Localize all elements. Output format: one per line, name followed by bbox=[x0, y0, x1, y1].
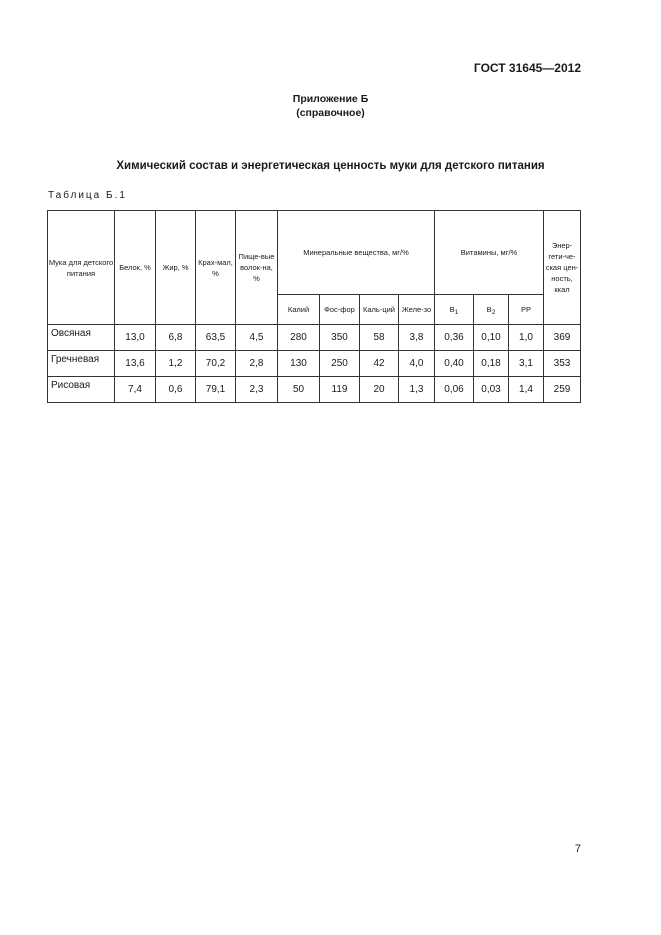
cell-phosphorus: 119 bbox=[320, 377, 360, 403]
header-fat: Жир, % bbox=[156, 211, 196, 325]
cell-pp: 1,4 bbox=[509, 377, 544, 403]
table-row bbox=[48, 325, 581, 351]
cell-pp: 3,1 bbox=[509, 351, 544, 377]
annex-subtitle: (справочное) bbox=[296, 107, 365, 119]
cell-iron: 4,0 bbox=[399, 351, 435, 377]
cell-b1: 0,40 bbox=[435, 351, 474, 377]
document-title: Химический состав и энергетическая ценность муки для детского питания bbox=[116, 160, 545, 172]
header-potassium: Калий bbox=[278, 295, 320, 325]
cell-fat: 1,2 bbox=[156, 351, 196, 377]
table-caption: Таблица Б.1 bbox=[48, 190, 127, 201]
cell-b2: 0,18 bbox=[474, 351, 509, 377]
cell-protein: 13,6 bbox=[115, 351, 156, 377]
cell-b1: 0,06 bbox=[435, 377, 474, 403]
cell-iron: 3,8 bbox=[399, 325, 435, 351]
table-row bbox=[48, 377, 581, 403]
header-phosphorus: Фос-фор bbox=[320, 295, 360, 325]
cell-protein: 7,4 bbox=[115, 377, 156, 403]
cell-fat: 0,6 bbox=[156, 377, 196, 403]
cell-fiber: 4,5 bbox=[236, 325, 278, 351]
cell-phosphorus: 350 bbox=[320, 325, 360, 351]
header-minerals: Минеральные вещества, мг/% bbox=[278, 211, 435, 295]
standard-number: ГОСТ 31645—2012 bbox=[473, 61, 581, 75]
cell-phosphorus: 250 bbox=[320, 351, 360, 377]
cell-pp: 1,0 bbox=[509, 325, 544, 351]
cell-b2: 0,10 bbox=[474, 325, 509, 351]
cell-starch: 63,5 bbox=[196, 325, 236, 351]
cell-iron: 1,3 bbox=[399, 377, 435, 403]
table-header-row bbox=[48, 211, 581, 295]
header-calcium: Каль-ций bbox=[360, 295, 399, 325]
header-b1 bbox=[435, 295, 474, 325]
header-fiber: Пище-вые волок-на, % bbox=[236, 211, 278, 325]
cell-calcium: 20 bbox=[360, 377, 399, 403]
header-vitamins: Витамины, мг/% bbox=[435, 211, 544, 295]
header-protein: Белок, % bbox=[115, 211, 156, 325]
header-b2-sub: 2 bbox=[491, 308, 496, 316]
cell-starch: 70,2 bbox=[196, 351, 236, 377]
table-row bbox=[48, 351, 581, 377]
header-iron: Желе-зо bbox=[399, 295, 435, 325]
cell-potassium: 280 bbox=[278, 325, 320, 351]
composition-table bbox=[47, 210, 581, 403]
cell-fiber: 2,8 bbox=[236, 351, 278, 377]
cell-fat: 6,8 bbox=[156, 325, 196, 351]
cell-fiber: 2,3 bbox=[236, 377, 278, 403]
cell-flour-name: Гречневая bbox=[48, 351, 115, 377]
header-starch: Крах-мал, % bbox=[196, 211, 236, 325]
header-b1-sub: 1 bbox=[454, 308, 459, 316]
header-energy: Энер-гети-че-ская цен-ность, ккал bbox=[544, 211, 581, 325]
cell-starch: 79,1 bbox=[196, 377, 236, 403]
annex-title: Приложение Б bbox=[292, 93, 369, 105]
cell-b1: 0,36 bbox=[435, 325, 474, 351]
annex-heading bbox=[0, 92, 661, 120]
cell-b2: 0,03 bbox=[474, 377, 509, 403]
cell-potassium: 130 bbox=[278, 351, 320, 377]
cell-potassium: 50 bbox=[278, 377, 320, 403]
cell-flour-name: Рисовая bbox=[48, 377, 115, 403]
cell-energy: 369 bbox=[544, 325, 581, 351]
header-b2-letter: B bbox=[486, 304, 492, 314]
cell-calcium: 58 bbox=[360, 325, 399, 351]
cell-flour-name: Овсяная bbox=[48, 325, 115, 351]
cell-calcium: 42 bbox=[360, 351, 399, 377]
header-pp: PP bbox=[509, 295, 544, 325]
header-flour: Мука для детского питания bbox=[48, 211, 115, 325]
cell-energy: 353 bbox=[544, 351, 581, 377]
header-b2 bbox=[474, 295, 509, 325]
page-number: 7 bbox=[574, 843, 581, 855]
header-b1-letter: B bbox=[449, 304, 455, 314]
cell-protein: 13,0 bbox=[115, 325, 156, 351]
cell-energy: 259 bbox=[544, 377, 581, 403]
